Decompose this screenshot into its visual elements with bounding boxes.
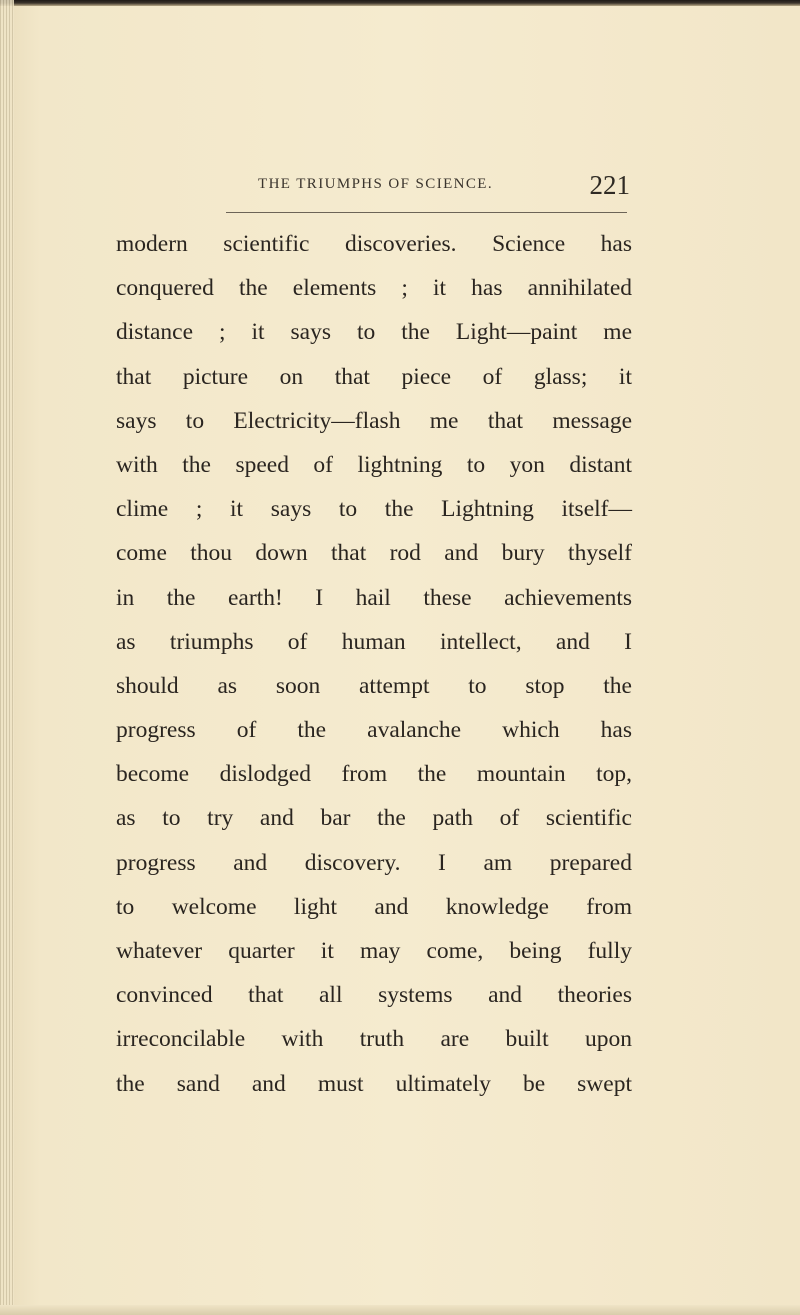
text-line: come thou down that rod and bury thyself [116,540,632,567]
text-line: says to Electricity—flash me that message [116,407,632,434]
running-head [258,170,638,198]
text-line: as triumphs of human intellect, and I [116,628,632,655]
text-line: should as soon attempt to stop the [116,672,632,699]
text-line: that picture on that piece of glass; it [116,363,632,390]
page-top-edge [0,0,800,6]
text-line: as to try and bar the path of scientific [116,805,632,832]
running-title: THE TRIUMPHS OF SCIENCE. [258,176,494,192]
text-line: the sand and must ultimately be swept [116,1070,632,1097]
text-line: progress and discovery. I am prepared [116,849,632,876]
text-line: modern scientific discoveries. Science has [116,231,632,257]
text-line: convinced that all systems and theories [116,982,632,1009]
text-line: become dislodged from the mountain top, [116,761,632,788]
text-line: to welcome light and knowledge from [116,893,632,920]
text-line: whatever quarter it may come, being fully [116,938,632,964]
page-bottom-edge [0,1305,800,1315]
text-line: conquered the elements ; it has annihilated [116,275,632,302]
page-number: 221 [589,170,630,200]
text-line: with the speed of lightning to yon distant [116,451,632,478]
text-line: progress of the avalanche which has [116,717,632,744]
text-line: clime ; it says to the Lightning itself— [116,496,632,523]
header-rule [226,212,627,213]
text-line: in the earth! I hail these achievements [116,584,632,611]
text-line: distance ; it says to the Light—paint me [116,319,632,346]
text-line: irreconcilable with truth are built upon [116,1026,632,1053]
body-text [116,222,632,1106]
page-binding-edge [0,0,14,1315]
